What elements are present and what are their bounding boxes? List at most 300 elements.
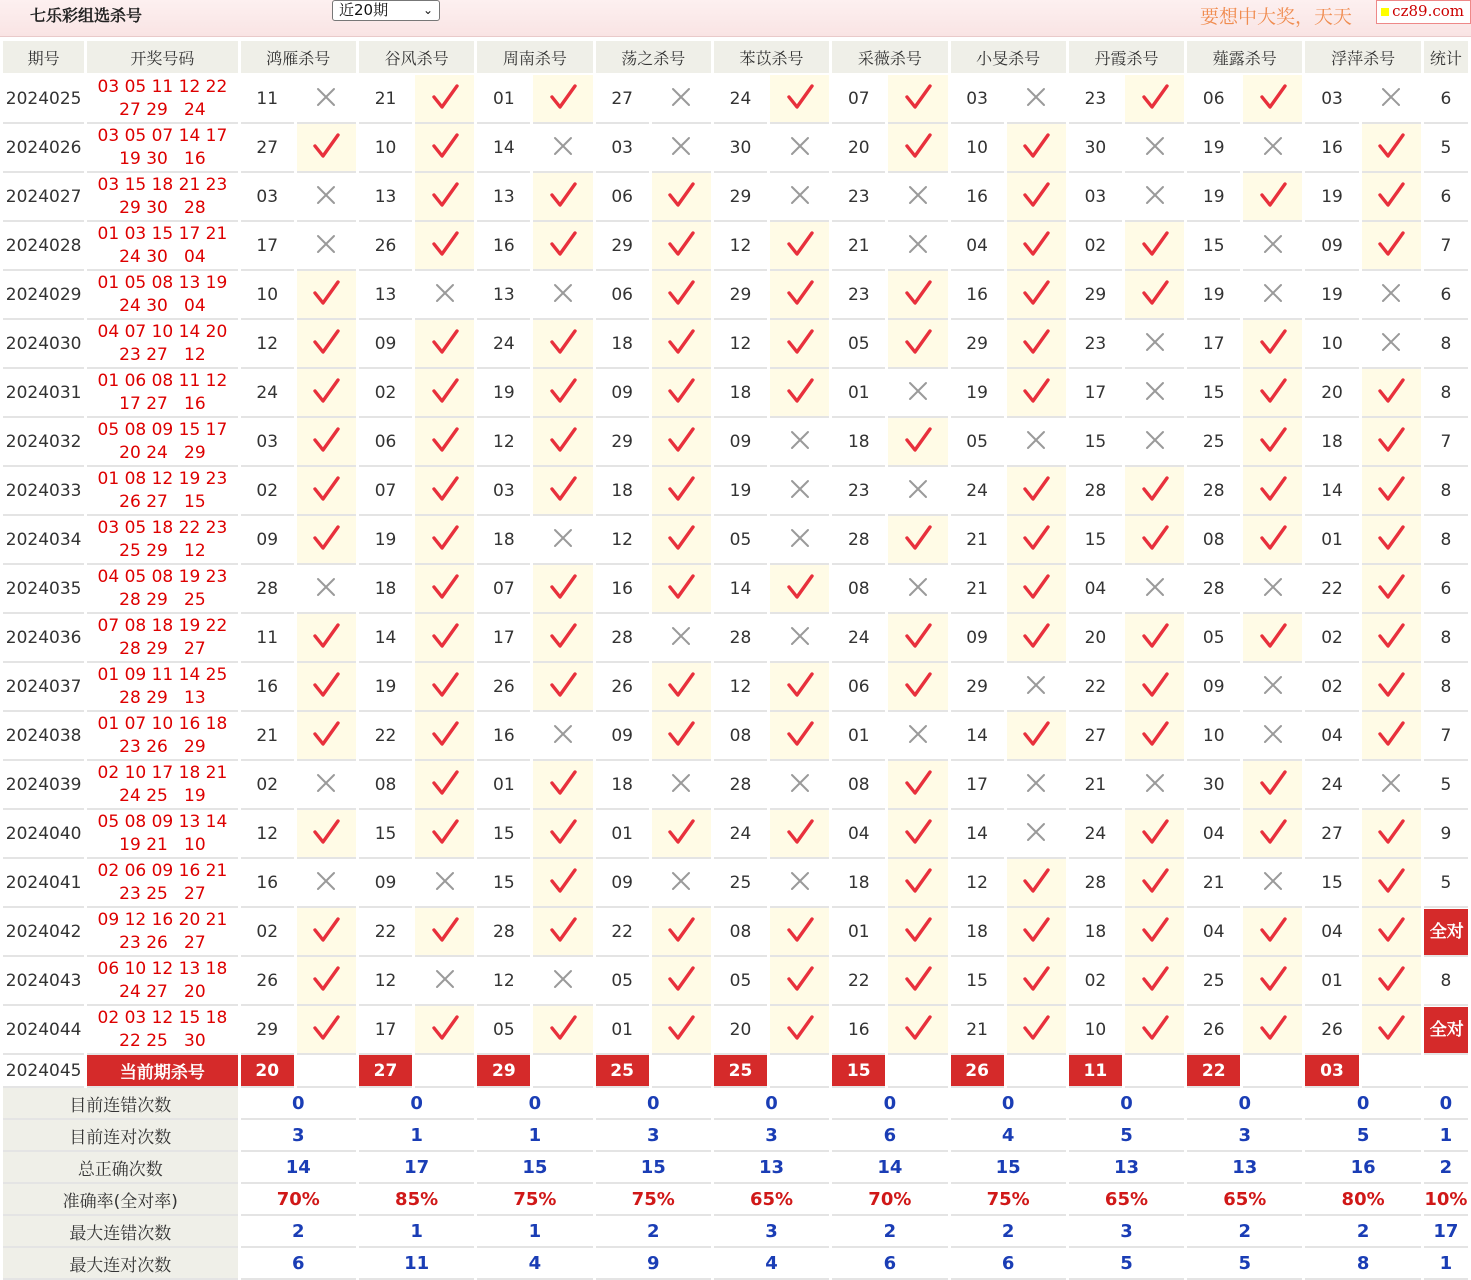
check-icon <box>311 376 341 406</box>
check-icon <box>1140 621 1170 651</box>
kill-number: 17 <box>1069 369 1122 418</box>
correct-mark <box>1362 418 1421 467</box>
period-cell: 2024040 <box>3 810 84 859</box>
stat-cell: 8 <box>1424 467 1468 516</box>
check-icon <box>1258 915 1288 945</box>
draw-numbers-cell <box>87 124 237 173</box>
kill-number: 10 <box>241 271 294 320</box>
correct-mark <box>1243 761 1302 810</box>
kill-number: 17 <box>1187 320 1240 369</box>
summary-value: 11 <box>359 1248 474 1280</box>
correct-mark <box>533 467 592 516</box>
correct-mark <box>533 859 592 908</box>
check-icon <box>1021 572 1051 602</box>
summary-value: 2 <box>596 1216 711 1248</box>
check-icon <box>311 817 341 847</box>
draw-line-2: 28 29 <box>119 589 168 610</box>
column-header: 苯苡杀号 <box>714 41 829 75</box>
kill-number: 24 <box>477 320 530 369</box>
period-cell: 2024026 <box>3 124 84 173</box>
draw-line-1: 04 05 08 19 23 <box>97 566 228 587</box>
correct-mark <box>652 810 711 859</box>
check-icon <box>666 1013 696 1043</box>
kill-number: 15 <box>477 859 530 908</box>
cross-icon <box>430 964 460 994</box>
slogan-text: 要想中大奖，天天 <box>1200 6 1353 28</box>
check-icon <box>903 523 933 553</box>
summary-value: 15 <box>596 1152 711 1184</box>
correct-mark <box>1007 516 1066 565</box>
special-number: 15 <box>184 491 206 512</box>
table-row <box>3 418 1468 467</box>
cross-icon <box>1258 278 1288 308</box>
check-icon <box>666 915 696 945</box>
wrong-mark <box>415 271 474 320</box>
check-icon <box>548 817 578 847</box>
wrong-mark <box>533 124 592 173</box>
kill-number: 19 <box>477 369 530 418</box>
check-icon <box>1021 621 1051 651</box>
special-number: 10 <box>184 834 206 855</box>
check-icon <box>785 915 815 945</box>
correct-mark <box>533 908 592 957</box>
table-row <box>3 75 1468 124</box>
summary-value: 17 <box>359 1152 474 1184</box>
current-kill-number: 25 <box>596 1055 649 1088</box>
correct-mark <box>533 222 592 271</box>
summary-value: 6 <box>832 1120 947 1152</box>
check-icon <box>1021 964 1051 994</box>
summary-value: 0 <box>1305 1088 1420 1120</box>
period-cell: 2024039 <box>3 761 84 810</box>
kill-number: 28 <box>477 908 530 957</box>
kill-number: 18 <box>714 369 767 418</box>
wrong-mark <box>533 712 592 761</box>
check-icon <box>666 376 696 406</box>
correct-mark <box>770 565 829 614</box>
special-number: 16 <box>184 393 206 414</box>
kill-number: 09 <box>241 516 294 565</box>
kill-number: 14 <box>714 565 767 614</box>
wrong-mark <box>1362 761 1421 810</box>
check-icon <box>1258 768 1288 798</box>
period-cell: 2024042 <box>3 908 84 957</box>
current-kill-number: 11 <box>1069 1055 1122 1088</box>
cross-icon <box>666 866 696 896</box>
check-icon <box>666 670 696 700</box>
correct-mark <box>1125 271 1184 320</box>
summary-value: 3 <box>596 1120 711 1152</box>
check-icon <box>1376 719 1406 749</box>
correct-mark <box>1007 222 1066 271</box>
kill-number: 28 <box>241 565 294 614</box>
kill-number: 16 <box>241 663 294 712</box>
check-icon <box>666 817 696 847</box>
check-icon <box>1258 523 1288 553</box>
kill-number: 24 <box>714 810 767 859</box>
current-empty <box>415 1055 474 1088</box>
kill-number: 18 <box>1305 418 1358 467</box>
kill-number: 28 <box>714 614 767 663</box>
kill-number: 14 <box>951 712 1004 761</box>
correct-mark <box>1243 957 1302 1006</box>
kill-number: 09 <box>596 369 649 418</box>
wrong-mark <box>1125 369 1184 418</box>
current-stat-empty <box>1424 1055 1468 1088</box>
wrong-mark <box>297 173 356 222</box>
correct-mark <box>888 957 947 1006</box>
kill-number: 19 <box>951 369 1004 418</box>
check-icon <box>1376 474 1406 504</box>
kill-number: 14 <box>1305 467 1358 516</box>
kill-number: 14 <box>359 614 412 663</box>
kill-number: 08 <box>1187 516 1240 565</box>
check-icon <box>548 376 578 406</box>
draw-numbers-cell <box>87 173 237 222</box>
cross-icon <box>311 768 341 798</box>
wrong-mark <box>770 173 829 222</box>
cross-icon <box>785 131 815 161</box>
kill-number: 21 <box>832 222 885 271</box>
check-icon <box>666 278 696 308</box>
summary-value: 85% <box>359 1184 474 1216</box>
correct-mark <box>652 712 711 761</box>
stat-cell <box>1424 1006 1468 1055</box>
correct-mark <box>1007 369 1066 418</box>
cross-icon <box>430 866 460 896</box>
period-cell: 2024033 <box>3 467 84 516</box>
wrong-mark <box>1007 663 1066 712</box>
check-icon <box>311 278 341 308</box>
correct-mark <box>1243 810 1302 859</box>
correct-mark <box>770 1006 829 1055</box>
check-icon <box>311 670 341 700</box>
draw-line-1: 03 05 18 22 23 <box>97 517 228 538</box>
kill-number: 04 <box>1305 712 1358 761</box>
draw-line-2: 26 27 <box>119 491 168 512</box>
check-icon <box>1140 1013 1170 1043</box>
kill-number: 23 <box>832 173 885 222</box>
correct-mark <box>888 418 947 467</box>
column-header: 荡之杀号 <box>596 41 711 75</box>
kill-number: 20 <box>1069 614 1122 663</box>
kill-number: 21 <box>1069 761 1122 810</box>
correct-mark <box>297 320 356 369</box>
check-icon <box>311 915 341 945</box>
kill-number: 18 <box>596 320 649 369</box>
stat-cell: 5 <box>1424 124 1468 173</box>
draw-line-1: 06 10 12 13 18 <box>97 958 228 979</box>
column-header: 统计 <box>1424 41 1468 75</box>
check-icon <box>1376 523 1406 553</box>
cross-icon <box>666 82 696 112</box>
kill-number: 29 <box>1069 271 1122 320</box>
cross-icon <box>430 278 460 308</box>
check-icon <box>1258 1013 1288 1043</box>
check-icon <box>903 817 933 847</box>
check-icon <box>1258 964 1288 994</box>
summary-row <box>3 1088 1468 1120</box>
check-icon <box>1021 915 1051 945</box>
summary-value: 16 <box>1305 1152 1420 1184</box>
check-icon <box>430 768 460 798</box>
correct-mark <box>888 663 947 712</box>
kill-number: 25 <box>1187 418 1240 467</box>
kill-number: 13 <box>359 271 412 320</box>
kill-number: 28 <box>1187 565 1240 614</box>
correct-mark <box>297 271 356 320</box>
check-icon <box>1258 425 1288 455</box>
correct-mark <box>652 1006 711 1055</box>
check-icon <box>785 229 815 259</box>
wrong-mark <box>1125 320 1184 369</box>
correct-mark <box>1362 859 1421 908</box>
wrong-mark <box>1125 418 1184 467</box>
correct-mark <box>652 320 711 369</box>
cross-icon <box>1140 425 1170 455</box>
check-icon <box>1140 474 1170 504</box>
draw-line-2: 19 30 <box>119 148 168 169</box>
cross-icon <box>1376 82 1406 112</box>
stat-cell: 6 <box>1424 173 1468 222</box>
correct-mark <box>770 369 829 418</box>
summary-value: 9 <box>596 1248 711 1280</box>
summary-row <box>3 1216 1468 1248</box>
cross-icon <box>548 131 578 161</box>
draw-line-2: 20 24 <box>119 442 168 463</box>
period-cell: 2024035 <box>3 565 84 614</box>
draw-line-2: 24 25 <box>119 785 168 806</box>
cross-icon <box>1258 670 1288 700</box>
correct-mark <box>1007 467 1066 516</box>
check-icon <box>311 964 341 994</box>
wrong-mark <box>1125 124 1184 173</box>
kill-number: 21 <box>951 1006 1004 1055</box>
summary-value: 1 <box>477 1120 592 1152</box>
correct-mark <box>533 663 592 712</box>
kill-number: 02 <box>241 761 294 810</box>
kill-number: 12 <box>241 320 294 369</box>
correct-mark <box>1362 663 1421 712</box>
check-icon <box>1140 817 1170 847</box>
column-header: 浮萍杀号 <box>1305 41 1420 75</box>
check-icon <box>903 866 933 896</box>
site-logo[interactable] <box>1376 0 1471 24</box>
draw-numbers-cell <box>87 663 237 712</box>
cross-icon <box>785 474 815 504</box>
correct-mark <box>770 663 829 712</box>
check-icon <box>430 817 460 847</box>
summary-value: 5 <box>1069 1120 1184 1152</box>
correct-mark <box>1007 565 1066 614</box>
draw-line-1: 01 07 10 16 18 <box>97 713 228 734</box>
kill-number: 24 <box>714 75 767 124</box>
check-icon <box>430 572 460 602</box>
correct-mark <box>297 1006 356 1055</box>
draw-numbers-cell <box>87 565 237 614</box>
check-icon <box>666 327 696 357</box>
current-empty <box>297 1055 356 1088</box>
correct-mark <box>770 75 829 124</box>
correct-mark <box>1125 1006 1184 1055</box>
kill-number: 04 <box>1187 810 1240 859</box>
special-number: 29 <box>184 442 206 463</box>
kill-number: 19 <box>359 663 412 712</box>
correct-mark <box>652 418 711 467</box>
wrong-mark <box>1125 173 1184 222</box>
summary-label: 最大连对次数 <box>3 1248 238 1280</box>
stat-cell: 6 <box>1424 75 1468 124</box>
correct-mark <box>652 565 711 614</box>
summary-value: 3 <box>714 1216 829 1248</box>
summary-value: 75% <box>477 1184 592 1216</box>
check-icon <box>1140 229 1170 259</box>
draw-line-2: 24 30 <box>119 295 168 316</box>
check-icon <box>548 327 578 357</box>
summary-label: 最大连错次数 <box>3 1216 238 1248</box>
kill-number: 24 <box>241 369 294 418</box>
check-icon <box>1021 376 1051 406</box>
current-kill-number: 26 <box>951 1055 1004 1088</box>
special-number: 04 <box>184 295 206 316</box>
period-cell: 2024028 <box>3 222 84 271</box>
correct-mark <box>297 369 356 418</box>
summary-value: 15 <box>951 1152 1066 1184</box>
kill-number: 14 <box>477 124 530 173</box>
summary-value: 5 <box>1187 1248 1302 1280</box>
draw-numbers-cell <box>87 614 237 663</box>
draw-line-2: 28 29 <box>119 638 168 659</box>
kill-number: 06 <box>596 173 649 222</box>
kill-number: 02 <box>359 369 412 418</box>
wrong-mark <box>888 369 947 418</box>
draw-line-2: 23 27 <box>119 344 168 365</box>
kill-number-table <box>0 41 1471 1280</box>
correct-mark <box>297 663 356 712</box>
correct-mark <box>1362 1006 1421 1055</box>
kill-number: 29 <box>951 663 1004 712</box>
summary-value: 0 <box>832 1088 947 1120</box>
wrong-mark <box>533 271 592 320</box>
chevron-down-icon: ⌄ <box>422 3 433 17</box>
kill-number: 17 <box>359 1006 412 1055</box>
wrong-mark <box>652 75 711 124</box>
correct-mark <box>415 1006 474 1055</box>
summary-value: 8 <box>1305 1248 1420 1280</box>
check-icon <box>1140 670 1170 700</box>
check-icon <box>1021 229 1051 259</box>
check-icon <box>311 1013 341 1043</box>
summary-row <box>3 1184 1468 1216</box>
kill-number: 07 <box>359 467 412 516</box>
cross-icon <box>1021 817 1051 847</box>
draw-line-1: 01 03 15 17 21 <box>97 223 228 244</box>
correct-mark <box>888 761 947 810</box>
summary-value: 14 <box>241 1152 356 1184</box>
check-icon <box>1376 131 1406 161</box>
correct-mark <box>652 173 711 222</box>
check-icon <box>1376 376 1406 406</box>
correct-mark <box>533 75 592 124</box>
check-icon <box>430 621 460 651</box>
summary-value: 2 <box>241 1216 356 1248</box>
period-select[interactable] <box>332 0 440 21</box>
stat-cell <box>1424 908 1468 957</box>
kill-number: 28 <box>596 614 649 663</box>
check-icon <box>430 915 460 945</box>
draw-numbers-cell <box>87 761 237 810</box>
correct-mark <box>415 173 474 222</box>
draw-line-2: 25 29 <box>119 540 168 561</box>
kill-number: 18 <box>477 516 530 565</box>
correct-mark <box>297 957 356 1006</box>
kill-number: 02 <box>241 467 294 516</box>
kill-number: 01 <box>596 1006 649 1055</box>
draw-line-1: 05 08 09 15 17 <box>97 419 228 440</box>
current-kill-number: 15 <box>832 1055 885 1088</box>
wrong-mark <box>1125 565 1184 614</box>
logo-text: cz89.com <box>1392 2 1464 20</box>
summary-value: 17 <box>1424 1216 1468 1248</box>
summary-value: 4 <box>477 1248 592 1280</box>
check-icon <box>311 523 341 553</box>
kill-number: 06 <box>832 663 885 712</box>
stat-cell: 8 <box>1424 614 1468 663</box>
kill-number: 01 <box>1305 516 1358 565</box>
check-icon <box>666 523 696 553</box>
wrong-mark <box>770 467 829 516</box>
kill-number: 20 <box>1305 369 1358 418</box>
correct-mark <box>1362 565 1421 614</box>
check-icon <box>1376 425 1406 455</box>
table-row <box>3 467 1468 516</box>
correct-mark <box>533 320 592 369</box>
cross-icon <box>1376 327 1406 357</box>
check-icon <box>785 572 815 602</box>
table-row <box>3 222 1468 271</box>
summary-value: 0 <box>477 1088 592 1120</box>
correct-mark <box>888 859 947 908</box>
cross-icon <box>311 180 341 210</box>
draw-line-1: 01 08 12 19 23 <box>97 468 228 489</box>
summary-label: 目前连对次数 <box>3 1120 238 1152</box>
correct-mark <box>652 369 711 418</box>
correct-mark <box>415 663 474 712</box>
kill-number: 09 <box>359 320 412 369</box>
check-icon <box>311 425 341 455</box>
correct-mark <box>652 957 711 1006</box>
summary-label: 总正确次数 <box>3 1152 238 1184</box>
special-number: 27 <box>184 932 206 953</box>
period-cell: 2024038 <box>3 712 84 761</box>
check-icon <box>903 278 933 308</box>
correct-mark <box>415 124 474 173</box>
wrong-mark <box>415 859 474 908</box>
cross-icon <box>1258 719 1288 749</box>
kill-number: 15 <box>1187 369 1240 418</box>
summary-value: 2 <box>951 1216 1066 1248</box>
table-row <box>3 516 1468 565</box>
summary-value: 3 <box>1069 1216 1184 1248</box>
wrong-mark <box>1362 75 1421 124</box>
kill-number: 14 <box>951 810 1004 859</box>
current-kill-number: 29 <box>477 1055 530 1088</box>
kill-number: 08 <box>714 712 767 761</box>
cross-icon <box>1140 768 1170 798</box>
correct-mark <box>415 369 474 418</box>
draw-numbers-cell <box>87 908 237 957</box>
check-icon <box>785 817 815 847</box>
